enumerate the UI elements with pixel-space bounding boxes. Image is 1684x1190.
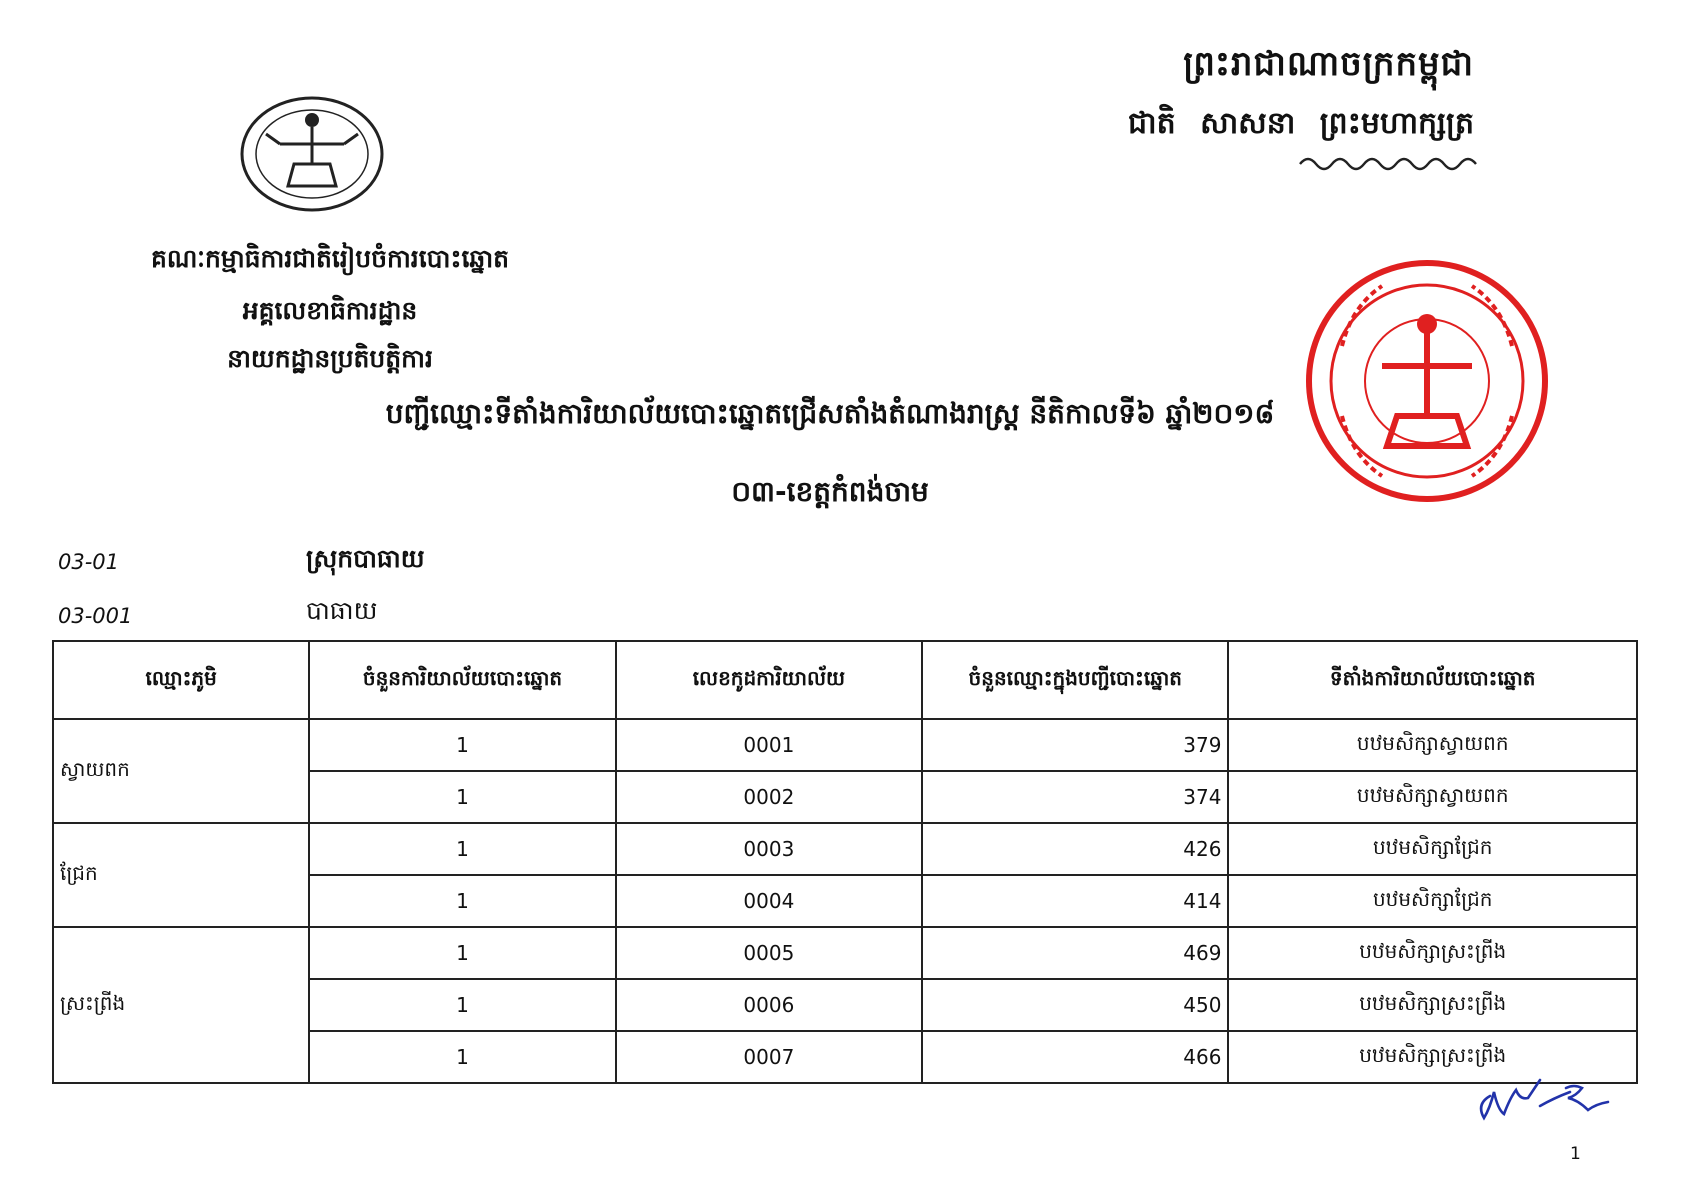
kingdom-title: ព្រះរាជាណាចក្រកម្ពុជា (1183, 44, 1474, 84)
page-number: 1 (1570, 1144, 1581, 1164)
nec-logo-icon (236, 94, 388, 214)
ornament-divider (1290, 152, 1490, 178)
official-seal-icon (1302, 256, 1552, 506)
voter-count: 379 (922, 719, 1228, 771)
district-name: ស្រុកបាធាយ (306, 544, 425, 573)
table-row (53, 927, 1637, 979)
voter-count: 450 (922, 979, 1228, 1031)
office-location: បឋមសិក្សាស្វាយពក (1228, 719, 1637, 771)
polling-stations-table (52, 640, 1638, 1084)
table-row (53, 823, 1637, 875)
office-location: បឋមសិក្សាស្វាយពក (1228, 771, 1637, 823)
office-count: 1 (309, 1031, 615, 1083)
header-office-code: លេខកូដការិយាល័យ (616, 641, 922, 719)
voter-count: 469 (922, 927, 1228, 979)
org-name: គណៈកម្មាធិការជាតិរៀបចំការបោះឆ្នោត (150, 244, 510, 273)
voter-count: 374 (922, 771, 1228, 823)
document-title: បញ្ជីឈ្មោះទីតាំងការិយាល័យបោះឆ្នោតជ្រើសតាំងតំណាងរាស្ត្រ នីតិកាលទី៦ ឆ្នាំ២០១៨ (385, 397, 1275, 430)
header-commune: ឈ្មោះភូមិ (53, 641, 309, 719)
office-location: បឋមសិក្សាជ្រែក (1228, 823, 1637, 875)
province-title: ០៣-ខេត្តកំពង់ចាម (731, 475, 929, 508)
office-count: 1 (309, 823, 615, 875)
office-count: 1 (309, 719, 615, 771)
table-row (53, 719, 1637, 771)
commune-code: 03-001 (58, 604, 133, 628)
office-location: បឋមសិក្សាស្រះព្រីង (1228, 1031, 1637, 1083)
office-code: 0002 (616, 771, 922, 823)
voter-count: 414 (922, 875, 1228, 927)
voter-count: 426 (922, 823, 1228, 875)
office-count: 1 (309, 927, 615, 979)
table-header-row (53, 641, 1637, 719)
ornament-icon (1290, 152, 1490, 172)
office-count: 1 (309, 771, 615, 823)
office-count: 1 (309, 979, 615, 1031)
general-secretariat: អគ្គលេខាធិការដ្ឋាន (242, 296, 418, 325)
village-name: ជ្រែក (53, 823, 309, 927)
office-code: 0005 (616, 927, 922, 979)
district-code: 03-01 (58, 550, 120, 574)
office-count: 1 (309, 875, 615, 927)
voter-count: 466 (922, 1031, 1228, 1083)
village-name: ស្រះព្រីង (53, 927, 309, 1083)
office-location: បឋមសិក្សាស្រះព្រីង (1228, 979, 1637, 1031)
header-offices: ចំនួនការិយាល័យបោះឆ្នោត (309, 641, 615, 719)
office-code: 0001 (616, 719, 922, 771)
office-code: 0007 (616, 1031, 922, 1083)
office-location: បឋមសិក្សាស្រះព្រីង (1228, 927, 1637, 979)
header-voters: ចំនួនឈ្មោះក្នុងបញ្ជីបោះឆ្នោត (922, 641, 1228, 719)
signature-icon (1470, 1066, 1616, 1126)
office-code: 0006 (616, 979, 922, 1031)
office-code: 0004 (616, 875, 922, 927)
village-name: ស្វាយពក (53, 719, 309, 823)
office-location: បឋមសិក្សាជ្រែក (1228, 875, 1637, 927)
commune-name: បាធាយ (306, 596, 378, 625)
kingdom-motto: ជាតិ សាសនា ព្រះមហាក្សត្រ (1128, 106, 1474, 141)
operations-department: នាយកដ្ឋានប្រតិបត្តិការ (227, 344, 433, 373)
header-location: ទីតាំងការិយាល័យបោះឆ្នោត (1228, 641, 1637, 719)
office-code: 0003 (616, 823, 922, 875)
